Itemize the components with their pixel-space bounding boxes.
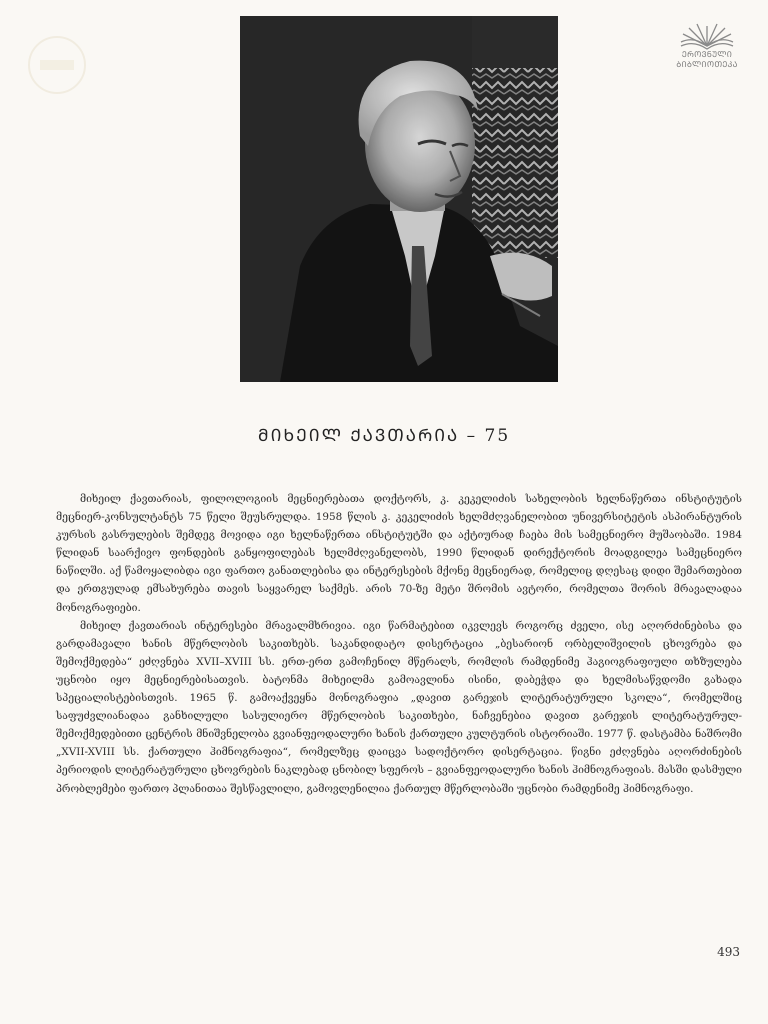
portrait-photo (240, 16, 558, 382)
paragraph: მიხეილ ქავთარიას ინტერესები მრავალმხრივია. იგი წარმატებით იკვლევს როგორც ძველი, ისე აღორძინებისა და გარდამავალი ხანის მწერლობის საკითხებს. საკანდიდატო დისერტაცია „ბესარიონ ორბელიშვილის ცხოვრება და შემოქმედება“ ეძღვნება XVII–XVIII სს. ერთ-ერთ გამოჩენილ მწერალს, რომლის რამდენიმე ჰაგიოგრაფიული თხზულება უცნობი იყო მეცნიერებისათვის. ბატონმა მიხეილმა გამოავლინა ისინი, დაბეჭდა და ხელმისაწვდომი გახადა სპეციალისტებისთვის. 1965 წ. გამოაქვეყნა მონოგრაფია „დავით გარეჯის ლიტერატურული სკოლა“, რომელშიც საფუძვლიანადაა განხილული სასულიერო მწერლობის საკითხები, ნაჩვენებია დავით გარეჯის ლიტერატურულ-შემოქმედებითი ცენტრის მნიშვნელობა გვიანფეოდალური ხანის ქართული კულტურის ისტორიაში. 1977 წ. დასტამბა ნაშრომი „XVII-XVIII სს. ქართული ჰიმნოგრაფია“, რომელზეც დაიცვა სადოქტორო დისერტაცია. წიგნი ეძღვნება აღორძინების პერიოდის ლიტერატურული ცხოვრების ნაკლებად ცნობილ სფეროს – გვიანფეოდალური ხანის ჰიმნოგრაფიას. მასში დასმული პრობლემები ფართო პლანითაა შესწავლილი, გამოვლენილია ქართულ მწერლობაში უცნობი რამდენიმე ჰიმნოგრაფი. (56, 619, 742, 795)
article-body (56, 490, 742, 798)
paragraph: მიხეილ ქავთარიას, ფილოლოგიის მეცნიერებათა დოქტორს, კ. კეკელიძის სახელობის ხელნაწერთა ინსტიტუტის მეცნიერ-კონსულტანტს 75 წელი შეუსრულდა. 1958 წლის კ. კეკელიძის ხელმძღვანელობით უნივერსიტეტის ასპირანტურის კურსის გასრულების შემდეგ მოვიდა იგი ხელნაწერთა ინსტიტუტში და აქტიურად ჩაება მის სამეცნიერო მუშაობაში. 1984 წლიდან საარქივო ფონდების განყოფილებას ხელმძღვანელობს, 1990 წლიდან დირექტორის მოადგილეა სამეცნიერო ნაწილში. აქ წამოყალიბდა იგი ფართო განათლებისა და ინტერესების მქონე მეცნიერად, რომელიც დღესაც დიდი შემართებით და ერთგულად ემსახურება თავის საყვარელ საქმეს. არის 70-ზე მეტი შრომის ავტორი, რომელთა შორის მრავალადაა მონოგრაფიები. (56, 493, 742, 614)
page-number: 493 (717, 945, 740, 959)
article-title: ᲛᲘᲮᲔᲘᲚ ᲥᲐᲕᲗᲐᲠᲘᲐ – 75 (257, 426, 511, 446)
open-book-with-rays-icon (675, 16, 739, 50)
library-logo (664, 16, 750, 78)
faint-stamp-mark (22, 30, 92, 100)
logo-text-line1: ᲔᲠᲝᲕᲜᲣᲚᲘ (681, 50, 733, 59)
logo-text-line2: ᲑᲘᲑᲚᲘᲝᲗᲔᲙᲐ (676, 60, 738, 69)
